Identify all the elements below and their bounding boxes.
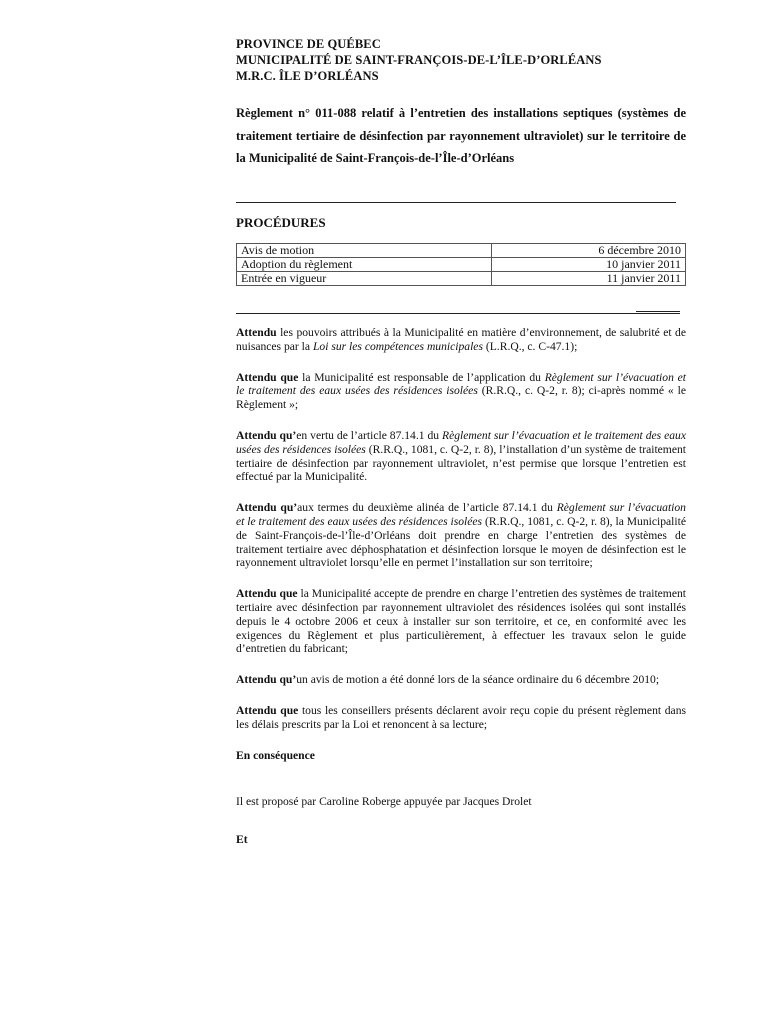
paragraph-lead: Attendu que — [236, 703, 299, 717]
procedure-date: 6 décembre 2010 — [491, 244, 685, 258]
procedure-label: Adoption du règlement — [237, 258, 492, 272]
paragraph-text: aux termes du deuxième alinéa de l’article 87.14.1 du — [297, 501, 557, 515]
law-citation: Loi sur les compétences municipales — [312, 339, 483, 353]
procedures-heading: PROCÉDURES — [236, 215, 326, 230]
paragraph-text: en vertu de l’article 87.14.1 du — [296, 428, 443, 442]
paragraph-text: (L.R.Q., c. C-47.1); — [482, 339, 578, 353]
procedures-divider-accent — [636, 311, 680, 312]
paragraph-text: la Municipalité est responsable de l’application du — [298, 370, 545, 384]
procedures-table — [236, 243, 686, 286]
paragraph-text: les pouvoirs attribués à la Municipalité en matière d’environnement, de salubrité et de nuisances par la — [236, 326, 686, 353]
whereas-paragraph-7 — [236, 704, 686, 732]
whereas-paragraph-1 — [236, 326, 686, 354]
whereas-paragraph-4 — [236, 501, 686, 570]
document-body — [236, 326, 686, 864]
table-row — [237, 258, 686, 272]
procedures-divider — [236, 313, 680, 314]
law-citation: Règlement sur l’évacuation et le traitement des eaux usées des résidences isolées — [236, 370, 686, 398]
law-citation: Règlement sur l’évacuation et le traitement des eaux usées des résidences isolées — [236, 501, 686, 528]
paragraph-lead: Attendu que — [236, 587, 298, 601]
paragraph-lead: Attendu qu’ — [236, 501, 298, 515]
paragraph-text: (R.R.Q., 1081, c. Q-2, r. 8), la Municipalité de Saint-François-de-l’Île-d’Orléans doit prendre en charge l’entretien des systèmes de traitement tertiaire avec déphosphatation et désinfection lorsque le moyen de désinfection est le rayonnement ultraviolet lorsqu’elle en permet l’installation sur son territoire; — [236, 514, 686, 570]
paragraph-text: (R.R.Q., c. Q-2, r. 8); ci-après nommé « le Règlement »; — [236, 384, 686, 412]
procedure-date: 10 janvier 2011 — [491, 258, 685, 272]
paragraph-lead: Attendu que — [236, 370, 299, 384]
paragraph-text: un avis de motion a été donné lors de la séance ordinaire du 6 décembre 2010; — [296, 673, 660, 687]
document-header — [236, 36, 602, 84]
table-row — [237, 244, 686, 258]
whereas-paragraph-5 — [236, 587, 686, 656]
consequence-heading — [236, 749, 686, 763]
paragraph-text: (R.R.Q., 1081, c. Q-2, r. 8), l’installation d’un système de traitement tertiaire de désinfection par rayonnement ultraviolet, n’est permise que lorsque l’entretien est effectué par la Municipalité. — [236, 442, 686, 484]
whereas-paragraph-2 — [236, 371, 686, 412]
table-row — [237, 272, 686, 286]
procedure-date: 11 janvier 2011 — [491, 272, 685, 286]
paragraph-lead: Attendu qu’ — [236, 428, 297, 442]
proposed-line: Il est proposé par Caroline Roberge appuyée par Jacques Drolet — [236, 795, 532, 809]
paragraph-lead: Attendu — [236, 326, 277, 339]
law-citation: Règlement sur l’évacuation et le traitement des eaux usées des résidences isolées — [236, 428, 686, 456]
header-mrc: M.R.C. ÎLE D’ORLÉANS — [236, 69, 379, 83]
paragraph-lead: Attendu qu’ — [236, 673, 297, 687]
whereas-paragraph-3 — [236, 429, 686, 484]
et-text: Et — [236, 833, 248, 847]
procedure-label: Avis de motion — [237, 244, 492, 258]
whereas-paragraph-6 — [236, 673, 686, 687]
title-divider — [236, 202, 676, 203]
et-line — [236, 833, 686, 847]
procedure-label: Entrée en vigueur — [237, 272, 492, 286]
header-province: PROVINCE DE QUÉBEC — [236, 37, 381, 51]
paragraph-text: tous les conseillers présents déclarent avoir reçu copie du présent règlement dans les délais prescrits par la Loi et renoncent à sa lecture; — [236, 703, 687, 731]
paragraph-text: la Municipalité accepte de prendre en charge l’entretien des systèmes de traitement tertiaire avec désinfection par rayonnement ultraviolet des résidences isolées qui sont installés depuis le 4 octobre 2006 et ceux à installer sur son territoire, et ce, en conformité avec les exigences du Règlement et plus particulièrement, à effectuer les travaux selon le guide d’entretien du fabricant; — [236, 587, 686, 656]
header-municipality: MUNICIPALITÉ DE SAINT-FRANÇOIS-DE-L’ÎLE-D’ORLÉANS — [236, 53, 602, 67]
bylaw-title: Règlement n° 011-088 relatif à l’entretien des installations septiques (systèmes de traitement tertiaire de désinfection par rayonnement ultraviolet) sur le territoire de la Municipalité de Saint-François-de-l’Île-d’Orléans — [236, 106, 686, 165]
consequence-text: En conséquence — [236, 748, 315, 762]
